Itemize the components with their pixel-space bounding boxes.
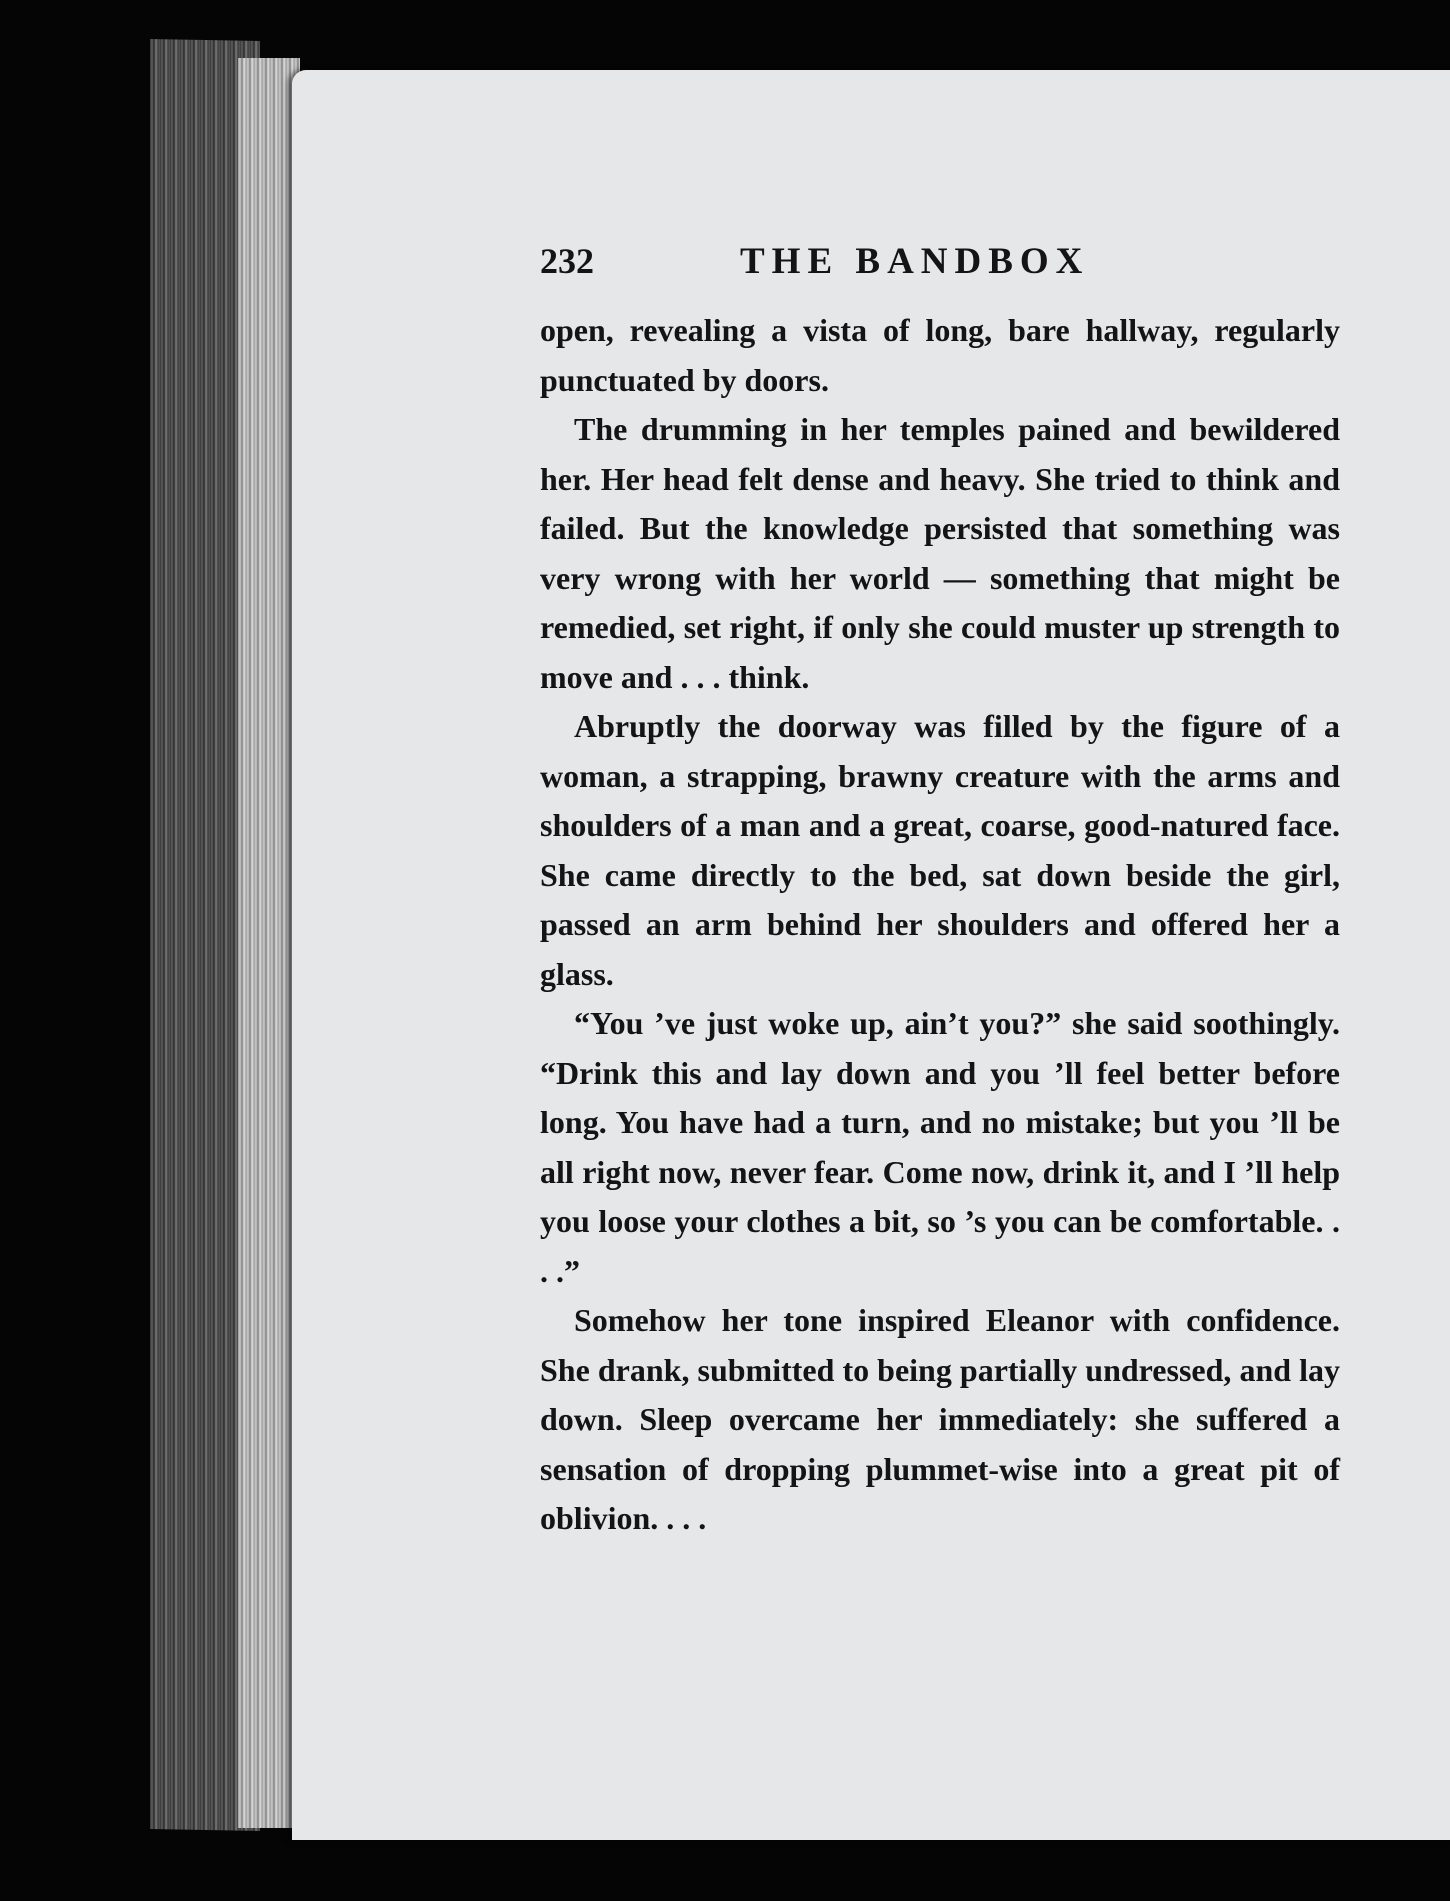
paragraph: The drumming in her temples pained and bewildered her. Her head felt dense and heavy. She tried to think and failed. But the knowledge persisted that something was very wrong with her world — something that might be remedied, set right, if only she could muster up strength to move and . . . think. xyxy=(540,411,1340,695)
book-page xyxy=(292,70,1450,1840)
page-stack-edge-inner xyxy=(238,58,300,1828)
page-number: 232 xyxy=(540,241,594,281)
running-header xyxy=(540,240,1340,300)
running-title: THE BANDBOX xyxy=(740,241,1090,282)
paragraph: open, revealing a vista of long, bare hallway, regularly punctuated by doors. xyxy=(540,312,1340,398)
body-text xyxy=(540,306,1340,1544)
paragraph: Abruptly the doorway was filled by the figure of a woman, a strapping, brawny creature with the arms and shoulders of a man and a great, coarse, good-natured face. She came directly to the bed, sat down beside the girl, passed an arm behind her shoulders and offered her a glass. xyxy=(540,708,1340,992)
page-content xyxy=(540,240,1340,1544)
paragraph: “You ’ve just woke up, ain’t you?” she said soothingly. “Drink this and lay down and you ’ll feel better before long. You have had a turn, and no mistake; but you ’ll be all right now, never fear. Come now, drink it, and I ’ll help you loose your clothes a bit, so ’s you can be comfortable. . . .” xyxy=(540,1005,1340,1289)
paragraph: Somehow her tone inspired Eleanor with confidence. She drank, submitted to being partially undressed, and lay down. Sleep overcame her immediately: she suffered a sensation of dropping plummet-wise into a great pit of oblivion. . . . xyxy=(540,1302,1340,1536)
